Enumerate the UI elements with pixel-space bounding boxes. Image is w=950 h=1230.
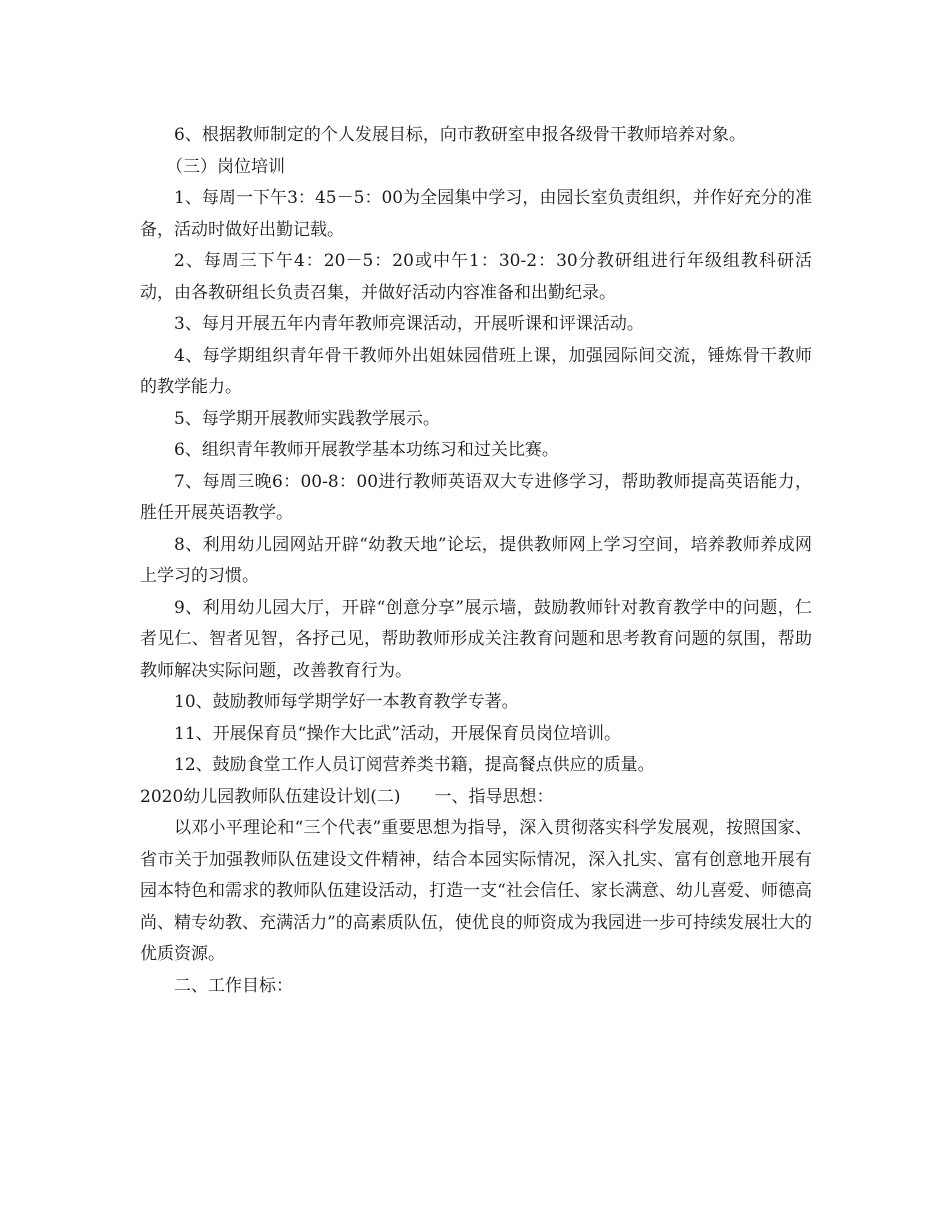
paragraph-item-12: 12、鼓励食堂工作人员订阅营养类书籍，提高餐点供应的质量。 (174, 755, 655, 775)
paragraph-guiding-thought: 以邓小平理论和“三个代表”重要思想为指导，深入贯彻落实科学发展观，按照国家、省市关于加强教师队伍建设文件精神，结合本园实际情况，深入扎实、富有创意地开展有园本特色和需求的教师队伍建设活动，打造一支“社会信任、家长满意、幼儿喜爱、师德高尚、精专幼教、充满活力”的高素质队伍，使优良的师资成为我园进一步可持续发展壮大的优质资源。 (140, 818, 812, 964)
section-heading-guiding-thought: 一、指导思想： (434, 786, 554, 807)
section-title-line (140, 782, 812, 814)
paragraph-item-3: 3、每月开展五年内青年教师亮课活动，开展听课和评课活动。 (174, 314, 644, 334)
paragraph-item-1: 1、每周一下午3：45－5：00为全园集中学习，由园长室负责组织，并作好充分的准备，活动时做好出勤记载。 (140, 188, 812, 240)
section-title: 2020幼儿园教师队伍建设计划(二) (140, 786, 401, 807)
document-body (140, 120, 812, 1002)
paragraph-item-7: 7、每周三晚6：00-8：00进行教师英语双大专进修学习，帮助教师提高英语能力，胜任开展英语教学。 (140, 471, 812, 523)
paragraph-item-6: 6、组织青年教师开展教学基本功练习和过关比赛。 (174, 440, 559, 460)
paragraph-item-10: 10、鼓励教师每学期学好一本教育教学专著。 (174, 692, 519, 712)
paragraph-item-5: 5、每学期开展教师实践教学展示。 (174, 408, 440, 429)
subsection-heading-post-training: （三）岗位培训 (166, 156, 285, 177)
paragraph-item-8: 8、利用幼儿园网站开辟“幼教天地”论坛，提供教师网上学习空间，培养教师养成网上学习的习惯。 (140, 534, 812, 586)
paragraph-item-4: 4、每学期组织青年骨干教师外出姐妹园借班上课，加强园际间交流，锤炼骨干教师的教学能力。 (140, 345, 812, 397)
paragraph-item-11: 11、开展保育员“操作大比武”活动，开展保育员岗位培训。 (174, 723, 622, 744)
section-heading-work-goals: 二、工作目标： (174, 975, 293, 996)
paragraph-item-9: 9、利用幼儿园大厅，开辟“创意分享”展示墙，鼓励教师针对教育教学中的问题，仁者见仁、智者见智，各抒己见，帮助教师形成关注教育问题和思考教育问题的氛围，帮助教师解决实际问题，改善教育行为。 (140, 597, 812, 681)
paragraph-item-2: 2、每周三下午4：20－5：20或中午1：30-2：30分教研组进行年级组教科研活动，由各教研组长负责召集，并做好活动内容准备和出勤纪录。 (140, 251, 812, 303)
paragraph-item-6-report: 6、根据教师制定的个人发展目标，向市教研室申报各级骨干教师培养对象。 (174, 125, 746, 145)
